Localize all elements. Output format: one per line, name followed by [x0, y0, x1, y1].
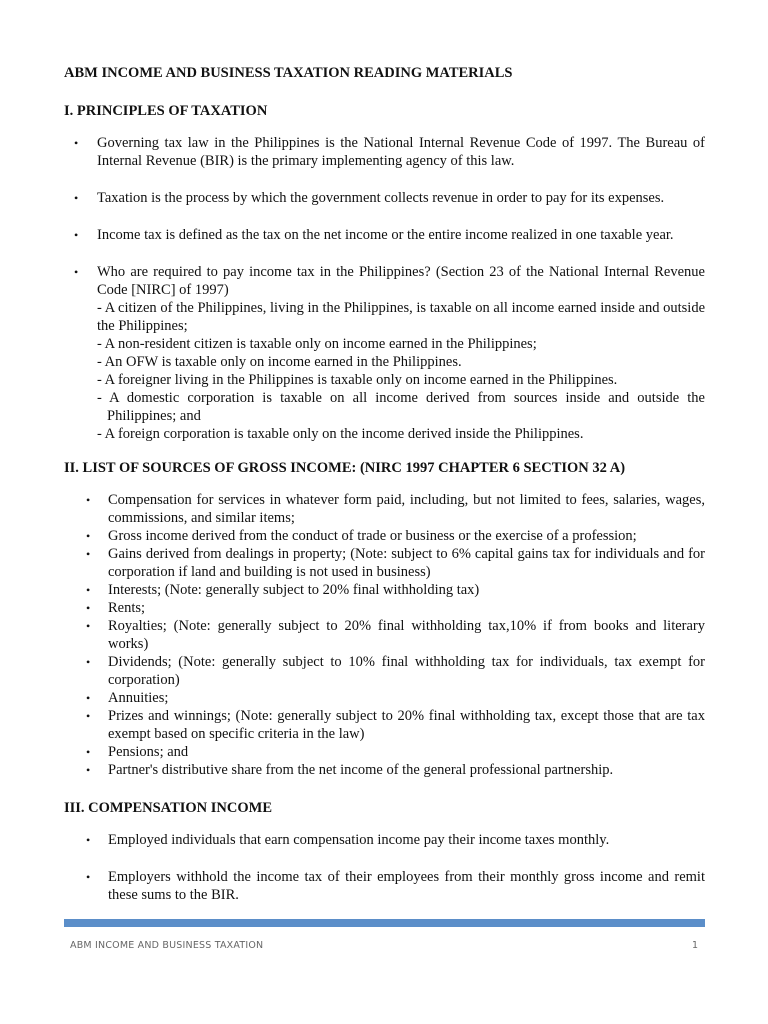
- list-item: [64, 761, 705, 779]
- bullet-icon: •: [74, 136, 79, 150]
- page-number: 1: [691, 940, 698, 951]
- section-heading-principles: I. PRINCIPLES OF TAXATION: [64, 103, 268, 119]
- list-item: [64, 134, 705, 170]
- bullet-icon: •: [86, 745, 91, 759]
- list-item-text: Prizes and winnings; (Note: generally subject to 20% final withholding tax, except those that are tax exempt based on specific criteria in the law): [108, 708, 705, 742]
- list-item: [64, 868, 705, 904]
- principles-list: [64, 134, 705, 443]
- bullet-icon: •: [86, 709, 91, 723]
- list-item-text: Interests; (Note: generally subject to 20% final withholding tax): [108, 582, 480, 598]
- footer-label: ABM INCOME AND BUSINESS TAXATION: [70, 940, 264, 951]
- list-item-text: Taxation is the process by which the government collects revenue in order to pay for its expenses.: [97, 190, 665, 206]
- compensation-list: [64, 831, 705, 904]
- footer-rule: [64, 919, 705, 927]
- bullet-icon: •: [86, 547, 91, 561]
- gross-income-list: [64, 491, 705, 779]
- who-pays-line: - A foreign corporation is taxable only on the income derived inside the Philippines.: [97, 426, 584, 442]
- list-item: [64, 491, 705, 527]
- list-item: [64, 527, 705, 545]
- bullet-icon: •: [86, 619, 91, 633]
- bullet-icon: •: [86, 763, 91, 777]
- list-item-text: Gains derived from dealings in property; (Note: subject to 6% capital gains tax for individuals and for corporation if land and building is not used in business): [108, 546, 705, 580]
- bullet-icon: •: [86, 655, 91, 669]
- bullet-icon: •: [86, 691, 91, 705]
- list-item-text: Income tax is defined as the tax on the net income or the entire income realized in one taxable year.: [97, 227, 674, 243]
- who-pays-line: - A citizen of the Philippines, living in the Philippines, is taxable on all income earned inside and outside the Philippines;: [97, 300, 705, 334]
- list-item: [64, 599, 705, 617]
- bullet-icon: •: [86, 529, 91, 543]
- section-heading-gross-income: II. LIST OF SOURCES OF GROSS INCOME: (NIRC 1997 CHAPTER 6 SECTION 32 A): [64, 460, 626, 476]
- bullet-icon: •: [86, 833, 91, 847]
- list-item: [64, 707, 705, 743]
- list-item-text: Pensions; and: [108, 744, 189, 760]
- document-title: ABM INCOME AND BUSINESS TAXATION READING MATERIALS: [64, 65, 513, 81]
- bullet-icon: •: [74, 265, 79, 279]
- list-item-text: Dividends; (Note: generally subject to 10% final withholding tax for individuals, tax exempt for corporation): [108, 654, 705, 688]
- list-item: [64, 581, 705, 599]
- list-item: [64, 617, 705, 653]
- list-item-text: Rents;: [108, 600, 146, 616]
- list-item: [64, 743, 705, 761]
- list-item: [64, 226, 705, 244]
- list-item-text: Annuities;: [108, 690, 169, 706]
- bullet-icon: •: [86, 601, 91, 615]
- list-item: [64, 831, 705, 849]
- who-pays-intro: Who are required to pay income tax in the Philippines? (Section 23 of the National Internal Revenue Code [NIRC] of 1997): [97, 264, 705, 298]
- who-pays-line: - A non-resident citizen is taxable only on income earned in the Philippines;: [97, 336, 537, 352]
- list-item-who-pays: [64, 263, 705, 443]
- list-item-text: Employed individuals that earn compensation income pay their income taxes monthly.: [108, 832, 610, 848]
- list-item-text: Compensation for services in whatever form paid, including, but not limited to fees, salaries, wages, commissions, and similar items;: [108, 492, 705, 526]
- list-item: [64, 689, 705, 707]
- bullet-icon: •: [86, 870, 91, 884]
- list-item-text: Gross income derived from the conduct of trade or business or the exercise of a profession;: [108, 528, 637, 544]
- list-item: [64, 545, 705, 581]
- document-page: [64, 64, 705, 924]
- list-item-text: Partner's distributive share from the net income of the general professional partnership.: [108, 762, 614, 778]
- bullet-icon: •: [74, 228, 79, 242]
- who-pays-line: - A foreigner living in the Philippines is taxable only on income earned in the Philippines.: [97, 372, 618, 388]
- who-pays-line: - A domestic corporation is taxable on all income derived from sources inside and outside the Philippines; and: [97, 390, 705, 424]
- list-item: [64, 189, 705, 207]
- bullet-icon: •: [74, 191, 79, 205]
- list-item-text: Employers withhold the income tax of their employees from their monthly gross income and remit these sums to the BIR.: [108, 869, 705, 903]
- who-pays-line: - An OFW is taxable only on income earned in the Philippines.: [97, 354, 462, 370]
- list-item-text: Governing tax law in the Philippines is the National Internal Revenue Code of 1997. The Bureau of Internal Revenue (BIR) is the primary implementing agency of this law.: [97, 135, 705, 169]
- list-item-text: Royalties; (Note: generally subject to 20% final withholding tax,10% if from books and literary works): [108, 618, 705, 652]
- list-item: [64, 653, 705, 689]
- bullet-icon: •: [86, 493, 91, 507]
- section-heading-compensation: III. COMPENSATION INCOME: [64, 800, 272, 816]
- bullet-icon: •: [86, 583, 91, 597]
